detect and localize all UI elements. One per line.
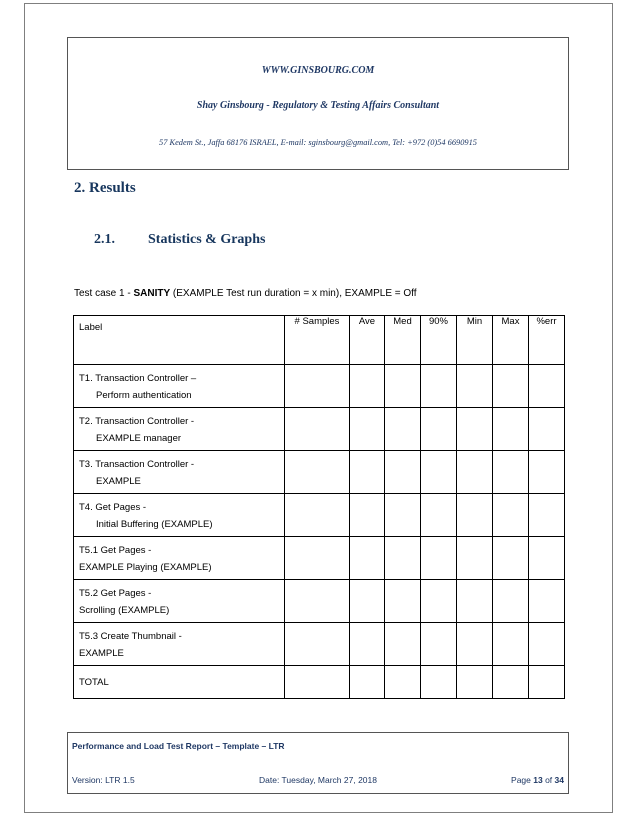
table-cell	[457, 580, 493, 623]
table-cell	[493, 451, 529, 494]
table-cell	[457, 537, 493, 580]
table-header-row	[74, 316, 565, 365]
table-cell	[529, 494, 565, 537]
table-cell	[285, 580, 350, 623]
table-cell	[385, 408, 421, 451]
table-cell	[285, 494, 350, 537]
table-cell	[457, 408, 493, 451]
table-cell	[529, 623, 565, 666]
table-cell	[421, 494, 457, 537]
letterhead-address: 57 Kedem St., Jaffa 68176 ISRAEL, E-mail: sginsbourg@gmail.com, Tel: +972 (0)54 6690915	[159, 138, 477, 147]
table-cell	[457, 365, 493, 408]
column-header: Min	[457, 316, 493, 365]
table-cell	[457, 623, 493, 666]
results-table	[73, 315, 565, 699]
table-cell	[457, 666, 493, 699]
table-cell	[385, 580, 421, 623]
row-label	[74, 623, 285, 666]
page-prefix: Page	[511, 775, 534, 785]
table-cell	[493, 365, 529, 408]
table-cell	[350, 494, 385, 537]
row-label-line1: T2. Transaction Controller -	[79, 416, 195, 427]
table-cell	[457, 451, 493, 494]
row-label	[74, 537, 285, 580]
table-cell	[421, 537, 457, 580]
letterhead-name: Shay Ginsbourg - Regulatory & Testing Affairs Consultant	[196, 100, 440, 111]
footer-version: Version: LTR 1.5	[72, 775, 135, 785]
row-label-line1: T5.3 Create Thumbnail -	[79, 631, 182, 642]
column-header: %err	[529, 316, 565, 365]
section-heading: 2. Results	[74, 180, 136, 196]
table-cell	[350, 666, 385, 699]
row-label	[74, 580, 285, 623]
table-cell	[493, 537, 529, 580]
column-header: Max	[493, 316, 529, 365]
table-row	[74, 408, 565, 451]
table-row	[74, 451, 565, 494]
table-cell	[285, 451, 350, 494]
table-cell	[421, 451, 457, 494]
table-cell	[493, 623, 529, 666]
table-total-row	[74, 666, 565, 699]
page-current: 13	[533, 775, 543, 785]
row-label-line2: EXAMPLE Playing (EXAMPLE)	[79, 562, 212, 573]
table-cell	[285, 365, 350, 408]
letterhead	[67, 37, 569, 170]
table-cell	[285, 666, 350, 699]
table-cell	[385, 365, 421, 408]
subsection-number: 2.1.	[94, 232, 115, 247]
table-cell	[529, 666, 565, 699]
row-label-line1: T5.1 Get Pages -	[79, 545, 152, 556]
table-cell	[529, 537, 565, 580]
table-cell	[350, 580, 385, 623]
table-cell	[285, 408, 350, 451]
table-cell	[385, 623, 421, 666]
footer-date: Date: Tuesday, March 27, 2018	[259, 775, 377, 785]
table-cell	[350, 451, 385, 494]
table-row	[74, 365, 565, 408]
table-cell	[385, 537, 421, 580]
table-cell	[421, 365, 457, 408]
letterhead-website: WWW.GINSBOURG.COM	[261, 65, 375, 76]
row-label-line1: T3. Transaction Controller -	[79, 459, 195, 470]
subsection-title: Statistics & Graphs	[148, 232, 266, 247]
table-cell	[493, 494, 529, 537]
table-cell	[285, 623, 350, 666]
table-row	[74, 623, 565, 666]
row-label-line2: Initial Buffering (EXAMPLE)	[96, 519, 213, 530]
column-header: 90%	[421, 316, 457, 365]
page-footer	[67, 732, 569, 794]
table-cell	[529, 580, 565, 623]
test-case-suffix: (EXAMPLE Test run duration = x min), EXAMPLE = Off	[170, 288, 417, 299]
table-cell	[350, 623, 385, 666]
column-header: # Samples	[285, 316, 350, 365]
table-cell	[529, 451, 565, 494]
column-header: Ave	[350, 316, 385, 365]
table-cell	[350, 365, 385, 408]
row-label	[74, 408, 285, 451]
table-cell	[493, 580, 529, 623]
table-cell	[385, 494, 421, 537]
page-of: of	[542, 775, 555, 785]
table-row	[74, 537, 565, 580]
row-label-line2: EXAMPLE	[96, 476, 141, 487]
table-row	[74, 580, 565, 623]
table-cell	[421, 666, 457, 699]
footer-page-number	[511, 775, 564, 785]
table-cell	[285, 537, 350, 580]
test-case-description	[74, 288, 417, 299]
table-row	[74, 494, 565, 537]
table-cell	[421, 408, 457, 451]
table-cell	[529, 408, 565, 451]
table-cell	[350, 537, 385, 580]
row-label-line2: EXAMPLE manager	[96, 433, 182, 444]
table-cell	[529, 365, 565, 408]
test-case-name: SANITY	[133, 288, 171, 299]
row-label-line1: T4. Get Pages -	[79, 502, 147, 513]
table-cell	[385, 666, 421, 699]
row-label-line2: Perform authentication	[96, 390, 192, 401]
table-cell	[493, 408, 529, 451]
test-case-prefix: Test case 1 -	[74, 288, 134, 299]
row-label	[74, 365, 285, 408]
row-label	[74, 494, 285, 537]
row-label-line1: T5.2 Get Pages -	[79, 588, 152, 599]
row-label-line2: EXAMPLE	[79, 648, 124, 659]
column-header: Label	[74, 316, 285, 365]
row-label	[74, 451, 285, 494]
table-cell	[457, 494, 493, 537]
table-cell	[421, 580, 457, 623]
table-cell	[350, 408, 385, 451]
table-cell	[421, 623, 457, 666]
total-label: TOTAL	[74, 666, 285, 699]
table-cell	[493, 666, 529, 699]
row-label-line2: Scrolling (EXAMPLE)	[79, 605, 170, 616]
footer-title: Performance and Load Test Report – Template – LTR	[72, 741, 285, 751]
table-cell	[385, 451, 421, 494]
page-total: 34	[554, 775, 564, 785]
column-header: Med	[385, 316, 421, 365]
row-label-line1: T1. Transaction Controller –	[79, 373, 197, 384]
